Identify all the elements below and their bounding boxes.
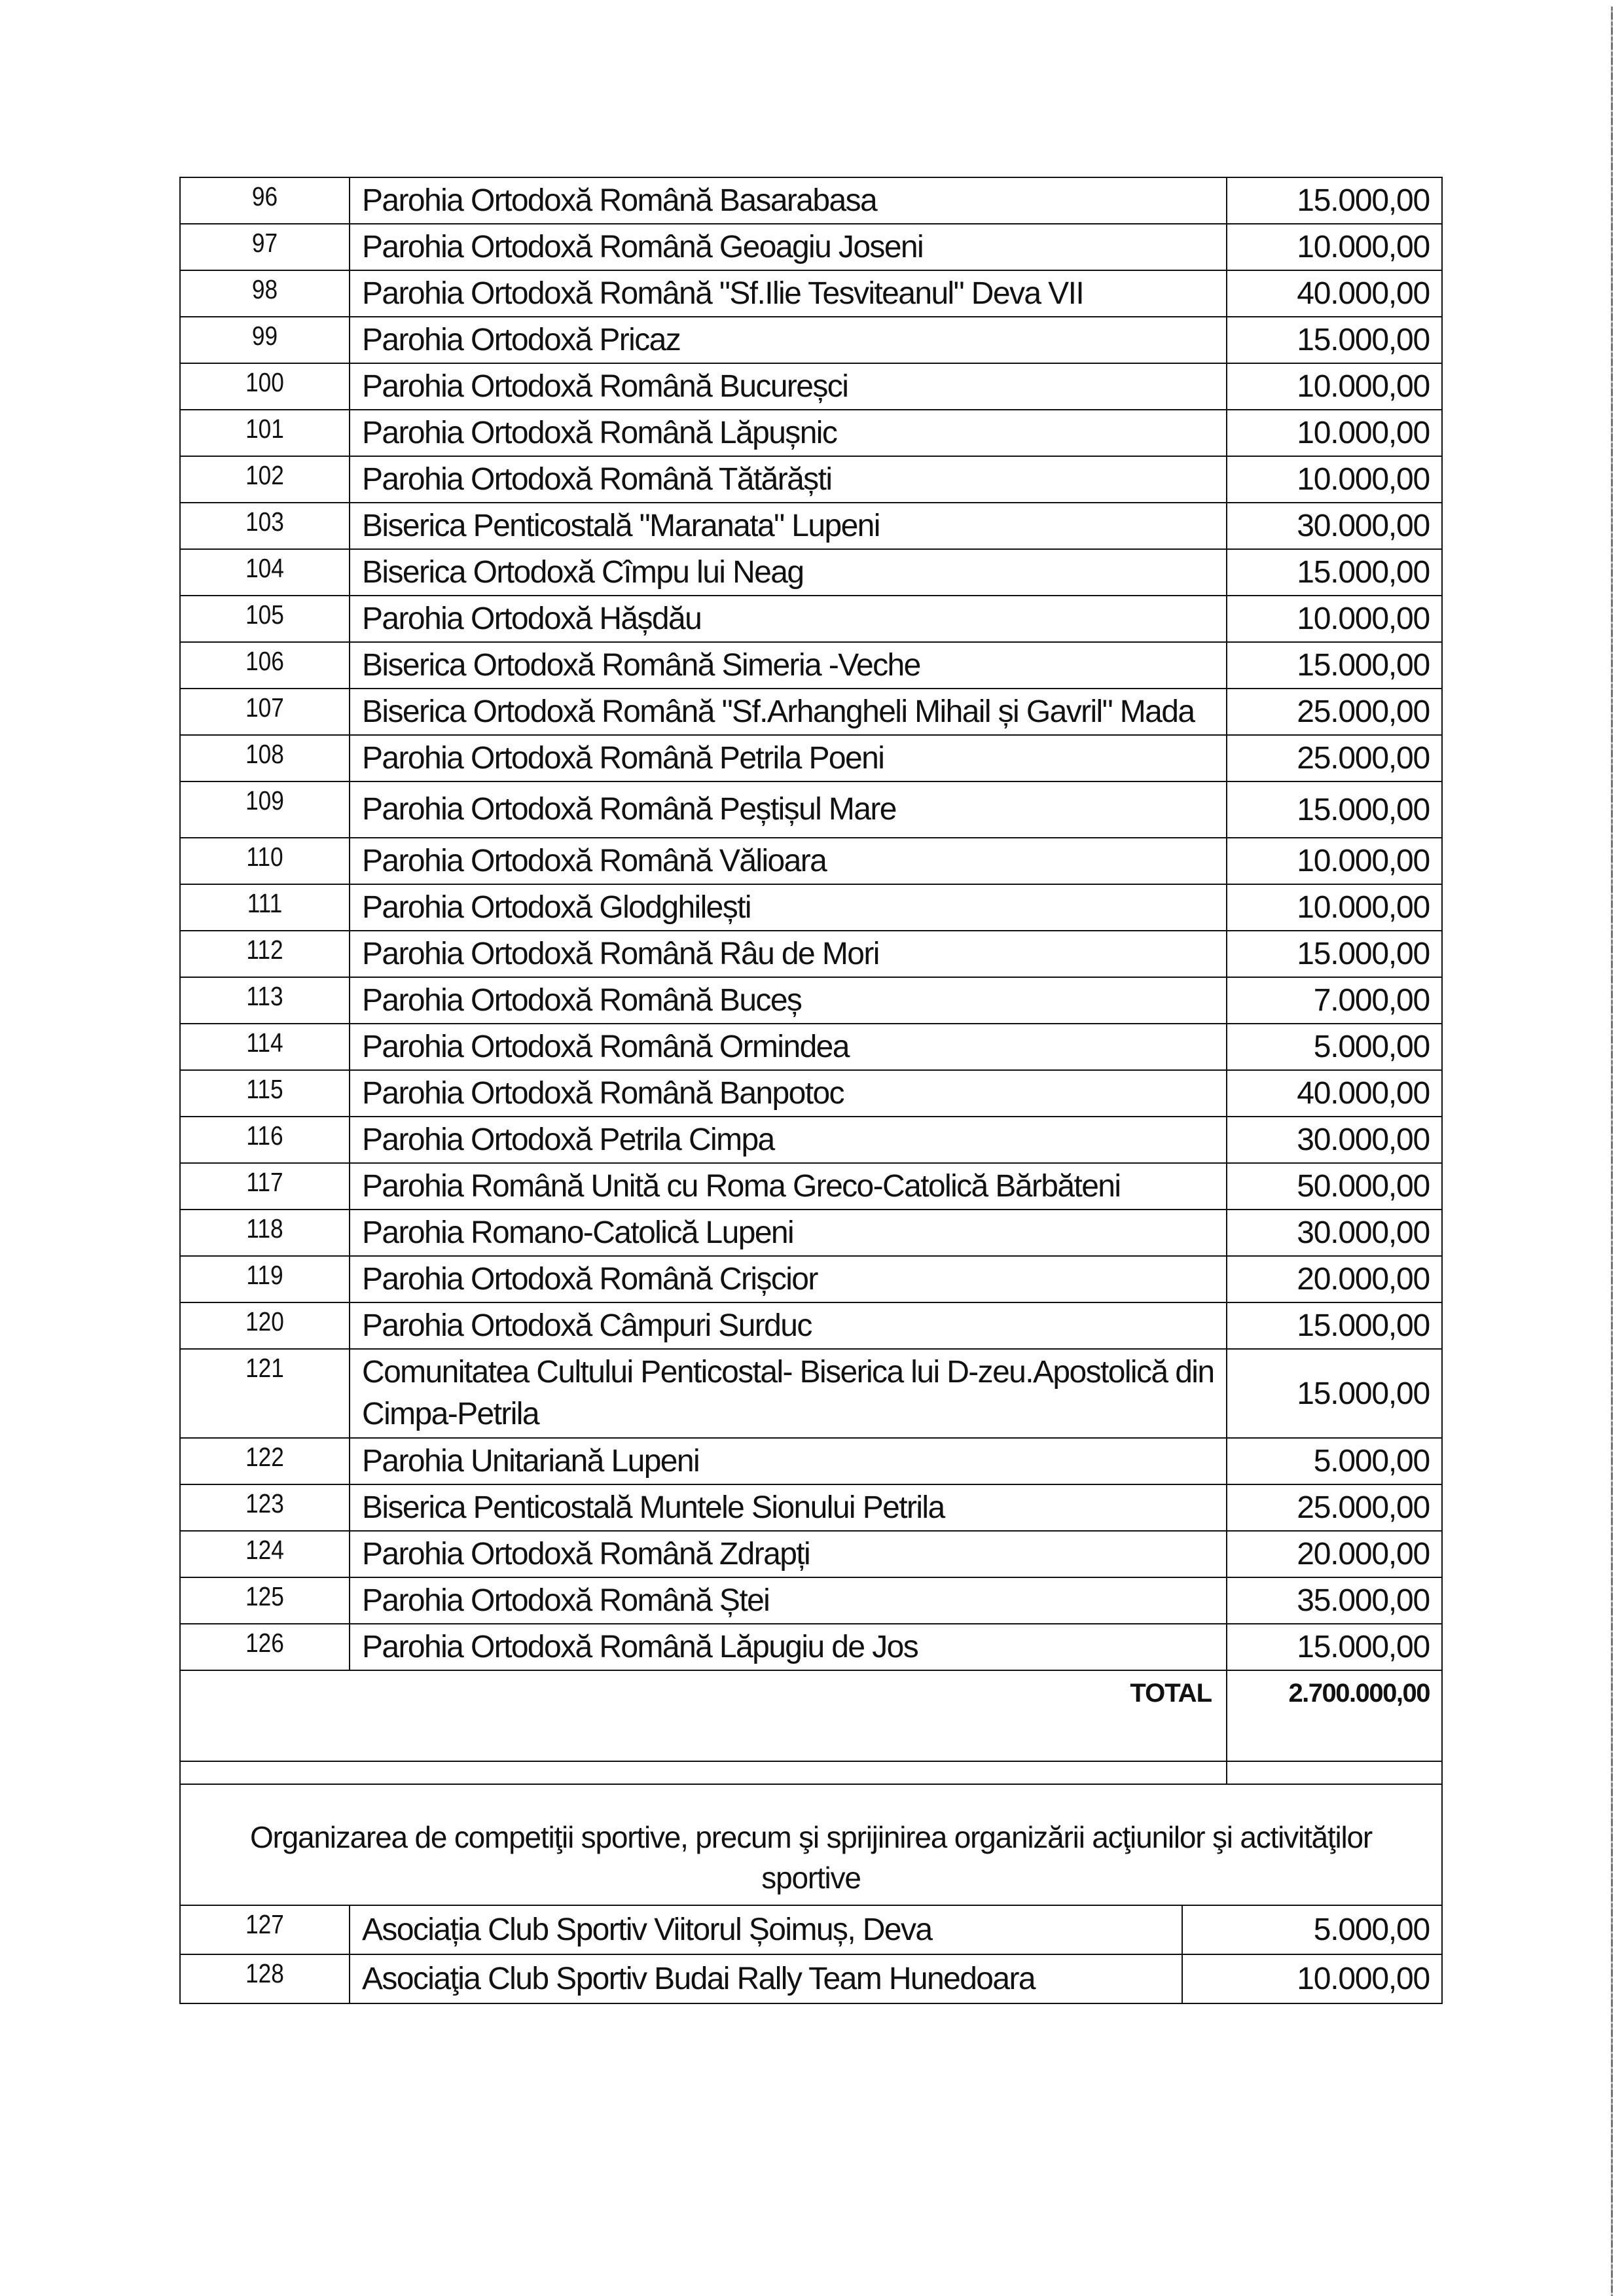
row-number: 123	[192, 1484, 338, 1531]
row-name: Asociaţia Club Sportiv Budai Rally Team Hunedoara	[350, 1954, 1182, 2003]
row-name: Parohia Ortodoxă Română Râu de Mori	[350, 931, 1227, 977]
row-amount: 15.000,00	[1227, 549, 1442, 596]
table-row	[180, 549, 1442, 596]
row-amount: 40.000,00	[1227, 270, 1442, 317]
row-number: 116	[192, 1117, 338, 1163]
row-name: Biserica Ortodoxă Cîmpu lui Neag	[350, 549, 1227, 596]
row-name: Parohia Ortodoxă Română Peștișul Mare	[350, 781, 1227, 838]
row-amount: 10.000,00	[1227, 596, 1442, 642]
row-amount: 10.000,00	[1182, 1954, 1442, 2003]
row-number: 97	[192, 224, 338, 270]
table-row	[180, 1624, 1442, 1670]
table-row	[180, 270, 1442, 317]
table-row	[180, 838, 1442, 884]
row-name: Parohia Ortodoxă Română Crișcior	[350, 1256, 1227, 1302]
row-number: 103	[192, 503, 338, 549]
row-amount: 15.000,00	[1227, 642, 1442, 689]
row-number: 100	[192, 363, 338, 410]
table-row	[180, 1117, 1442, 1163]
row-amount: 20.000,00	[1227, 1531, 1442, 1577]
row-amount: 30.000,00	[1227, 503, 1442, 549]
table-row	[180, 977, 1442, 1024]
row-amount: 10.000,00	[1227, 363, 1442, 410]
row-name: Parohia Romano-Catolică Lupeni	[350, 1210, 1227, 1256]
row-amount: 50.000,00	[1227, 1163, 1442, 1210]
row-amount: 15.000,00	[1227, 1624, 1442, 1670]
table-row	[180, 931, 1442, 977]
row-name: Parohia Unitariană Lupeni	[350, 1438, 1227, 1484]
row-name: Parohia Ortodoxă Română Petrila Poeni	[350, 735, 1227, 781]
row-number: 121	[192, 1349, 338, 1438]
row-amount: 15.000,00	[1227, 781, 1442, 838]
grants-table	[179, 177, 1443, 1785]
row-number: 118	[192, 1210, 338, 1256]
table-row	[180, 410, 1442, 456]
row-number: 110	[192, 838, 338, 884]
table-row	[180, 1577, 1442, 1624]
row-amount: 15.000,00	[1227, 1349, 1442, 1438]
table-row	[180, 1438, 1442, 1484]
table-row	[180, 1070, 1442, 1117]
row-name: Parohia Ortodoxă Pricaz	[350, 317, 1227, 363]
row-amount: 10.000,00	[1227, 838, 1442, 884]
table-row	[180, 363, 1442, 410]
row-name: Parohia Ortodoxă Română Bucureșci	[350, 363, 1227, 410]
row-name: Parohia Ortodoxă Glodghilești	[350, 884, 1227, 931]
row-amount: 10.000,00	[1227, 884, 1442, 931]
table-row	[180, 1024, 1442, 1070]
row-name: Parohia Ortodoxă Română Ormindea	[350, 1024, 1227, 1070]
table-row	[180, 1210, 1442, 1256]
row-amount: 25.000,00	[1227, 689, 1442, 735]
row-amount: 35.000,00	[1227, 1577, 1442, 1624]
row-amount: 10.000,00	[1227, 224, 1442, 270]
row-name: Parohia Ortodoxă Română Vălioara	[350, 838, 1227, 884]
row-number: 114	[192, 1024, 338, 1070]
row-name: Biserica Penticostală "Maranata" Lupeni	[350, 503, 1227, 549]
total-value: 2.700.000,00	[1227, 1670, 1442, 1784]
table-row	[180, 503, 1442, 549]
section-title: Organizarea de competiţii sportive, precum şi sprijinirea organizării acţiunilor şi activităţilor sportive	[180, 1761, 1442, 1905]
table-row	[180, 1256, 1442, 1302]
row-name: Biserica Ortodoxă Română Simeria -Veche	[350, 642, 1227, 689]
row-number: 101	[192, 410, 338, 456]
total-label: TOTAL	[180, 1670, 1227, 1784]
scan-edge-line	[1611, 7, 1613, 2296]
row-number: 124	[192, 1531, 338, 1577]
row-number: 115	[192, 1070, 338, 1117]
row-number: 127	[192, 1905, 338, 1954]
row-amount: 5.000,00	[1182, 1905, 1442, 1954]
row-amount: 15.000,00	[1227, 177, 1442, 224]
row-amount: 5.000,00	[1227, 1438, 1442, 1484]
row-number: 112	[192, 931, 338, 977]
table-row	[180, 781, 1442, 838]
row-number: 106	[192, 642, 338, 689]
row-number: 120	[192, 1302, 338, 1349]
row-amount: 20.000,00	[1227, 1256, 1442, 1302]
row-number: 96	[192, 177, 338, 224]
row-amount: 7.000,00	[1227, 977, 1442, 1024]
row-amount: 25.000,00	[1227, 735, 1442, 781]
row-amount: 15.000,00	[1227, 1302, 1442, 1349]
row-name: Parohia Ortodoxă Română Zdrapți	[350, 1531, 1227, 1577]
table-row	[180, 735, 1442, 781]
row-number: 117	[192, 1163, 338, 1210]
row-name: Parohia Ortodoxă Română Geoagiu Joseni	[350, 224, 1227, 270]
row-name: Parohia Ortodoxă Petrila Cimpa	[350, 1117, 1227, 1163]
table-row	[180, 177, 1442, 224]
row-amount: 15.000,00	[1227, 931, 1442, 977]
row-number: 125	[192, 1577, 338, 1624]
row-number: 108	[192, 735, 338, 781]
row-name: Asociația Club Sportiv Viitorul Șoimuș, Deva	[350, 1905, 1182, 1954]
table-row	[180, 596, 1442, 642]
row-name: Parohia Ortodoxă Română Banpotoc	[350, 1070, 1227, 1117]
row-number: 111	[192, 884, 338, 931]
row-number: 104	[192, 549, 338, 596]
row-number: 122	[192, 1438, 338, 1484]
row-amount: 10.000,00	[1227, 456, 1442, 503]
table-row	[180, 1163, 1442, 1210]
sports-grants-table	[179, 1761, 1443, 2004]
row-number: 107	[192, 689, 338, 735]
row-name: Comunitatea Cultului Penticostal- Biserica lui D-zeu.Apostolică din Cimpa-Petrila	[350, 1349, 1227, 1438]
table-row	[180, 224, 1442, 270]
row-name: Parohia Ortodoxă Română Lăpugiu de Jos	[350, 1624, 1227, 1670]
table-row	[180, 1905, 1442, 1954]
row-name: Parohia Ortodoxă Română Tătărăști	[350, 456, 1227, 503]
section-title-row	[180, 1761, 1442, 1905]
table-row	[180, 1349, 1442, 1438]
row-name: Parohia Ortodoxă Câmpuri Surduc	[350, 1302, 1227, 1349]
table-row	[180, 884, 1442, 931]
row-amount: 40.000,00	[1227, 1070, 1442, 1117]
row-number: 102	[192, 456, 338, 503]
table-row	[180, 1302, 1442, 1349]
row-amount: 5.000,00	[1227, 1024, 1442, 1070]
table-row	[180, 642, 1442, 689]
row-name: Parohia Ortodoxă Română Lăpușnic	[350, 410, 1227, 456]
row-number: 113	[192, 977, 338, 1024]
table-row	[180, 456, 1442, 503]
table-row	[180, 1484, 1442, 1531]
row-name: Biserica Ortodoxă Română "Sf.Arhangheli Mihail și Gavril" Mada	[350, 689, 1227, 735]
row-amount: 30.000,00	[1227, 1210, 1442, 1256]
row-name: Parohia Ortodoxă Română Ștei	[350, 1577, 1227, 1624]
row-name: Parohia Română Unită cu Roma Greco-Catolică Bărbăteni	[350, 1163, 1227, 1210]
row-name: Biserica Penticostală Muntele Sionului Petrila	[350, 1484, 1227, 1531]
row-number: 98	[192, 270, 338, 317]
row-name: Parohia Ortodoxă Română Basarabasa	[350, 177, 1227, 224]
row-number: 126	[192, 1624, 338, 1670]
row-number: 109	[192, 781, 338, 838]
row-amount: 30.000,00	[1227, 1117, 1442, 1163]
row-name: Parohia Ortodoxă Hășdău	[350, 596, 1227, 642]
row-number: 99	[192, 317, 338, 363]
row-name: Parohia Ortodoxă Română Buceș	[350, 977, 1227, 1024]
table-row	[180, 1954, 1442, 2003]
table-row	[180, 689, 1442, 735]
row-amount: 15.000,00	[1227, 317, 1442, 363]
row-amount: 25.000,00	[1227, 1484, 1442, 1531]
row-name: Parohia Ortodoxă Română "Sf.Ilie Tesviteanul" Deva VII	[350, 270, 1227, 317]
row-amount: 10.000,00	[1227, 410, 1442, 456]
row-number: 105	[192, 596, 338, 642]
table-row	[180, 1531, 1442, 1577]
row-number: 128	[192, 1954, 338, 2003]
table-row	[180, 317, 1442, 363]
row-number: 119	[192, 1256, 338, 1302]
